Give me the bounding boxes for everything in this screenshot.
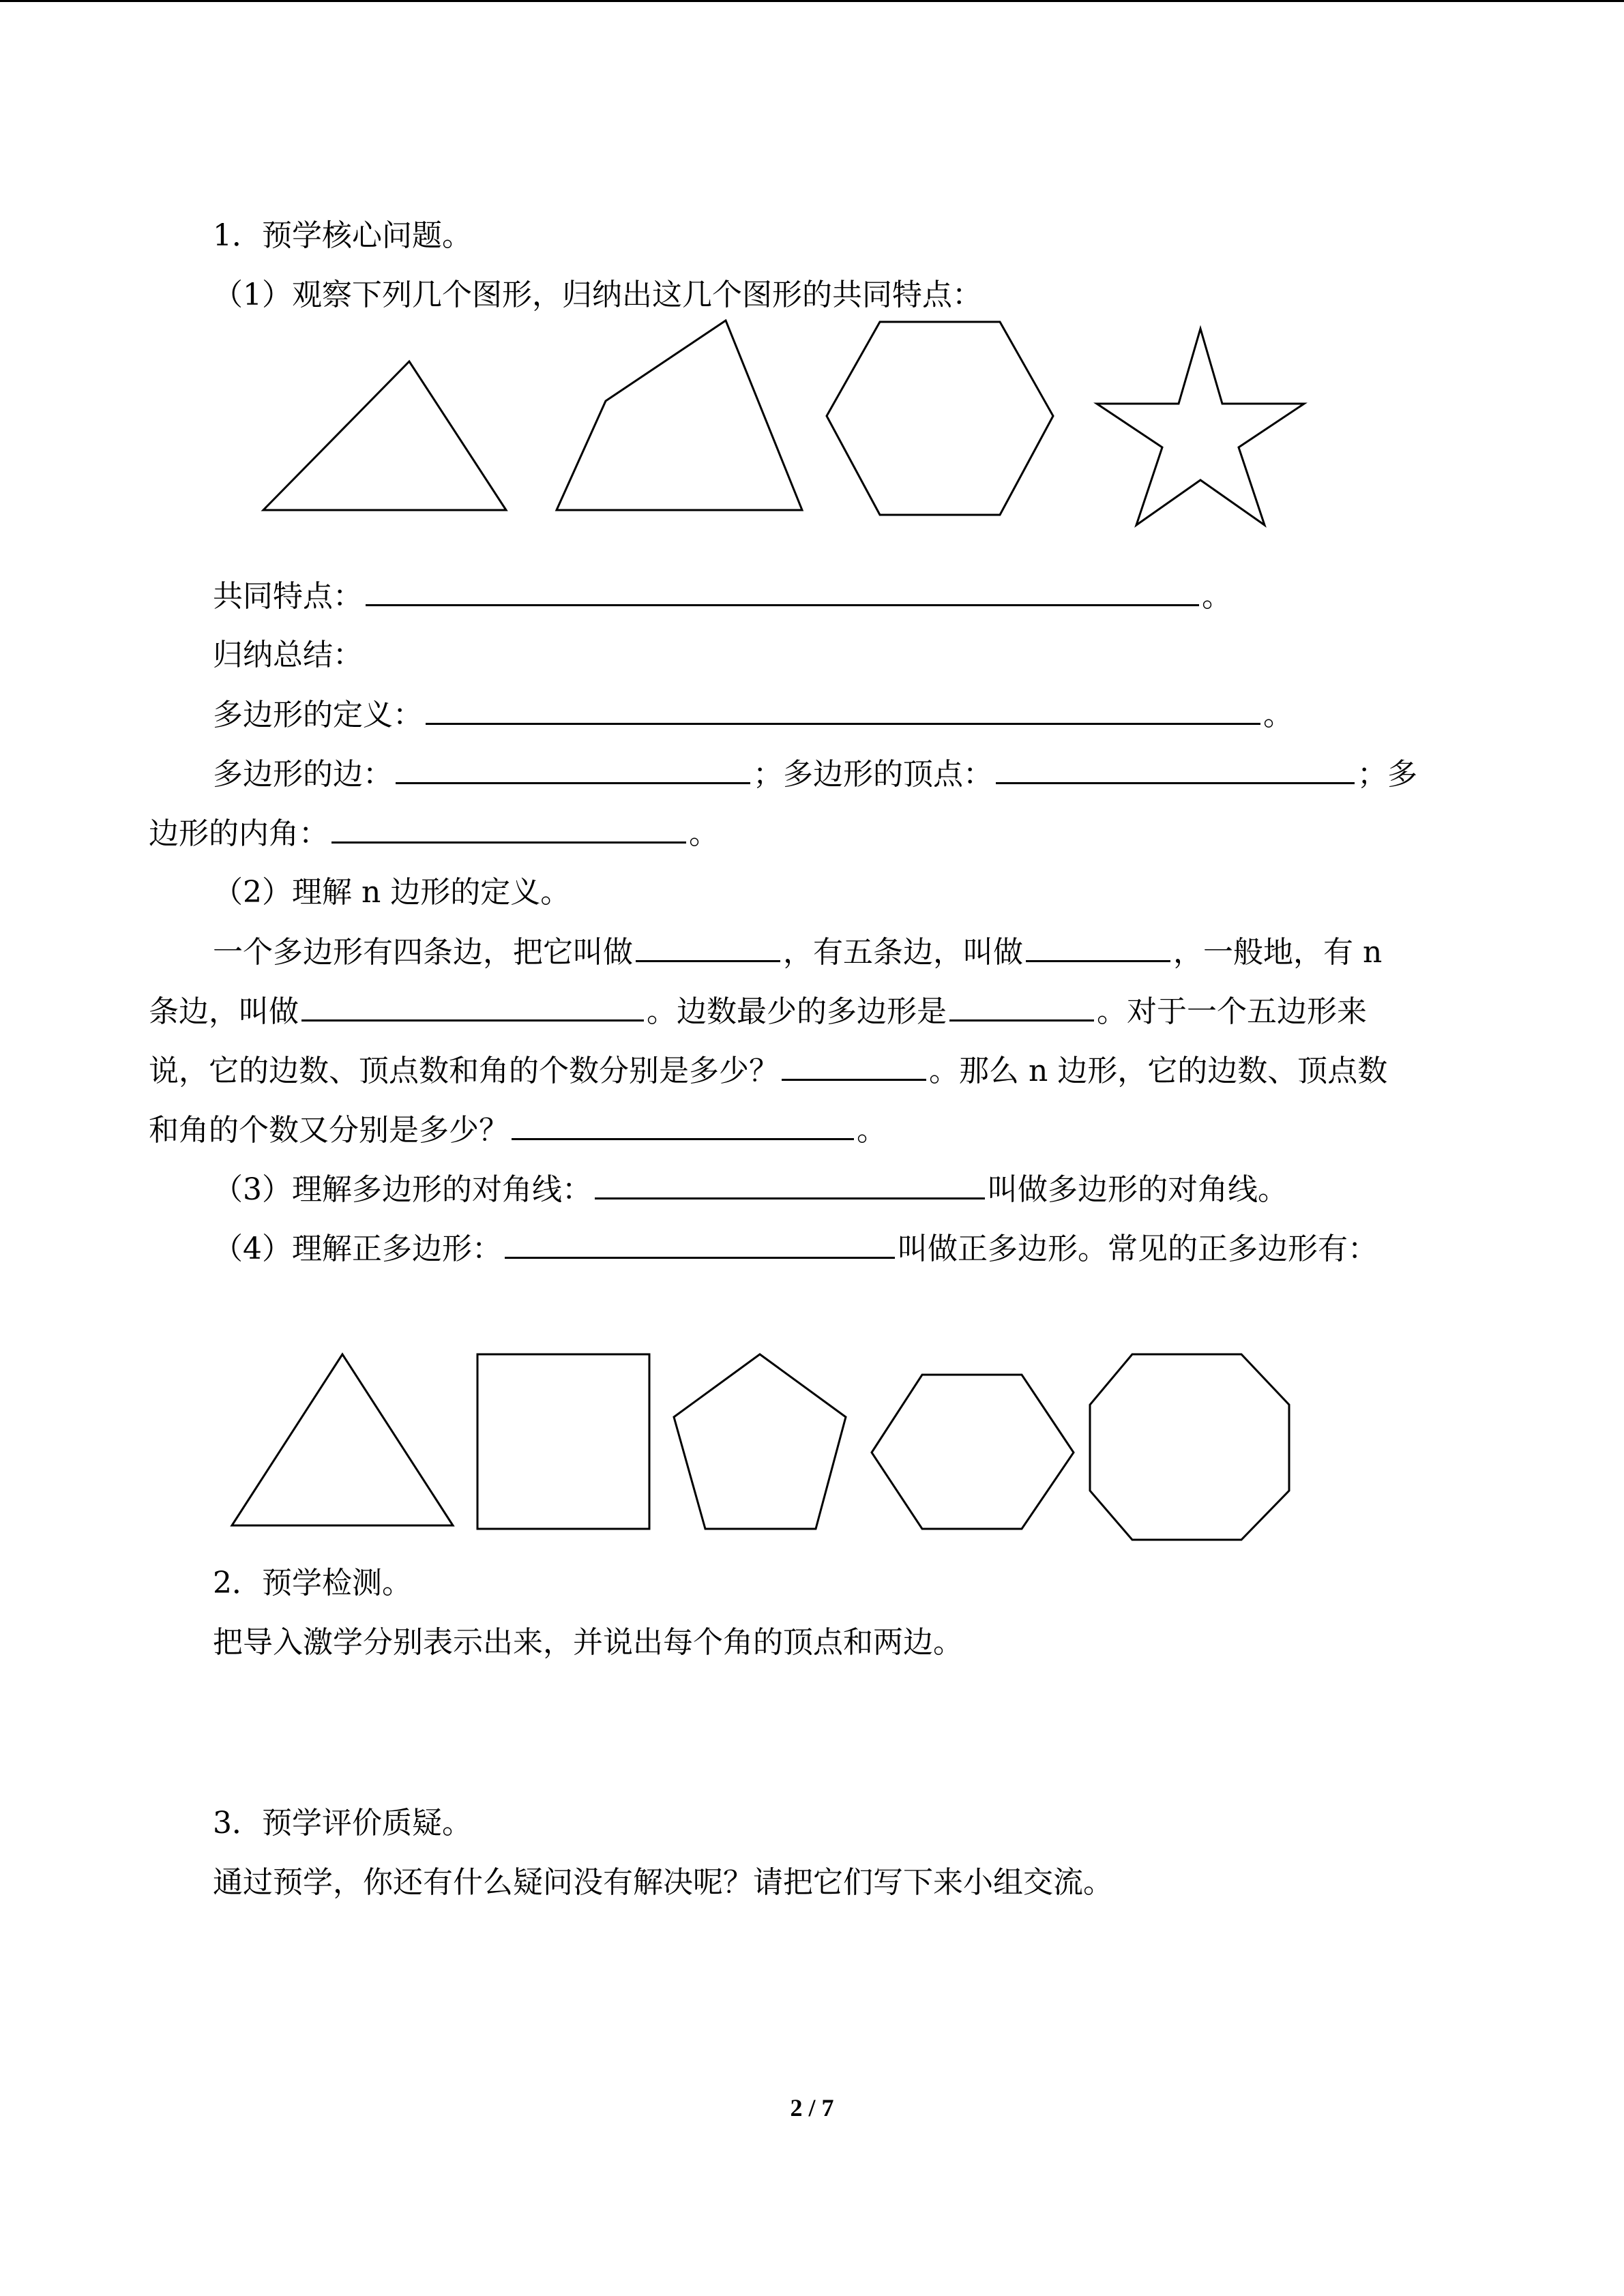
quadrilateral-shape bbox=[557, 320, 802, 510]
inner-angle-line: 边形的内角： 。 bbox=[0, 802, 1624, 865]
answer-blank-common[interactable] bbox=[366, 565, 1199, 606]
ngon-paragraph-line2: 条边，叫做 。边数最少的多边形是 。对于一个五边形来 bbox=[0, 980, 1624, 1043]
common-feature-line: 共同特点： 。 bbox=[0, 565, 1624, 627]
q2-prompt: （2）理解 n 边形的定义。 bbox=[213, 875, 571, 910]
answer-blank-pentagon-counts[interactable] bbox=[782, 1039, 926, 1081]
answer-blank-regular-polygon[interactable] bbox=[505, 1217, 895, 1259]
irregular-shapes-figure bbox=[0, 314, 1624, 539]
regular-triangle-shape bbox=[232, 1354, 453, 1525]
q4-line: （4）理解正多边形： 叫做正多边形。常见的正多边形有： bbox=[0, 1217, 1624, 1280]
side-vertex-line: 多边形的边： ；多边形的顶点： ；多 bbox=[0, 743, 1624, 805]
answer-blank-pentagon[interactable] bbox=[1026, 921, 1170, 962]
answer-blank-vertex[interactable] bbox=[996, 743, 1355, 784]
q1-prompt: （1）观察下列几个图形，归纳出这几个图形的共同特点： bbox=[213, 278, 982, 312]
section3-heading: 3．预学评价质疑。 bbox=[213, 1806, 472, 1840]
answer-blank-definition[interactable] bbox=[426, 683, 1260, 725]
answer-blank-fewest-sides[interactable] bbox=[949, 980, 1094, 1022]
triangle-shape bbox=[263, 361, 506, 510]
answer-blank-ngon[interactable] bbox=[301, 980, 644, 1022]
answer-blank-side[interactable] bbox=[396, 743, 750, 784]
regular-pentagon-shape bbox=[674, 1354, 846, 1529]
ngon-paragraph-line1: 一个多边形有四条边，把它叫做 ，有五条边，叫做 ，一般地，有 n bbox=[0, 921, 1624, 983]
page-number: 2 / 7 bbox=[790, 2094, 834, 2121]
regular-octagon-shape bbox=[1090, 1354, 1289, 1540]
square-shape bbox=[477, 1354, 649, 1529]
section1-heading: 1．预学核心问题。 bbox=[213, 218, 472, 253]
section3-text: 通过预学，你还有什么疑问没有解决呢？请把它们写下来小组交流。 bbox=[213, 1865, 1113, 1900]
ngon-paragraph-line4: 和角的个数又分别是多少？ 。 bbox=[0, 1099, 1624, 1161]
q3-line: （3）理解多边形的对角线： 叫做多边形的对角线。 bbox=[0, 1158, 1624, 1221]
hexagon-shape bbox=[827, 322, 1053, 515]
regular-polygons-figure bbox=[0, 1343, 1624, 1548]
definition-line: 多边形的定义： 。 bbox=[0, 683, 1624, 746]
answer-blank-diagonal[interactable] bbox=[595, 1158, 985, 1199]
answer-blank-inner-angle[interactable] bbox=[331, 802, 686, 844]
star-shape bbox=[1097, 329, 1304, 525]
summary-label: 归纳总结： bbox=[213, 638, 363, 672]
regular-hexagon-shape bbox=[872, 1375, 1074, 1529]
section2-text: 把导入激学分别表示出来，并说出每个角的顶点和两边。 bbox=[213, 1625, 963, 1660]
section2-heading: 2．预学检测。 bbox=[213, 1566, 412, 1600]
ngon-paragraph-line3: 说，它的边数、顶点数和角的个数分别是多少？ 。那么 n 边形，它的边数、顶点数 bbox=[0, 1039, 1624, 1102]
answer-blank-ngon-counts[interactable] bbox=[512, 1099, 854, 1140]
top-border bbox=[0, 0, 1624, 2]
answer-blank-quadrilateral[interactable] bbox=[636, 921, 780, 962]
